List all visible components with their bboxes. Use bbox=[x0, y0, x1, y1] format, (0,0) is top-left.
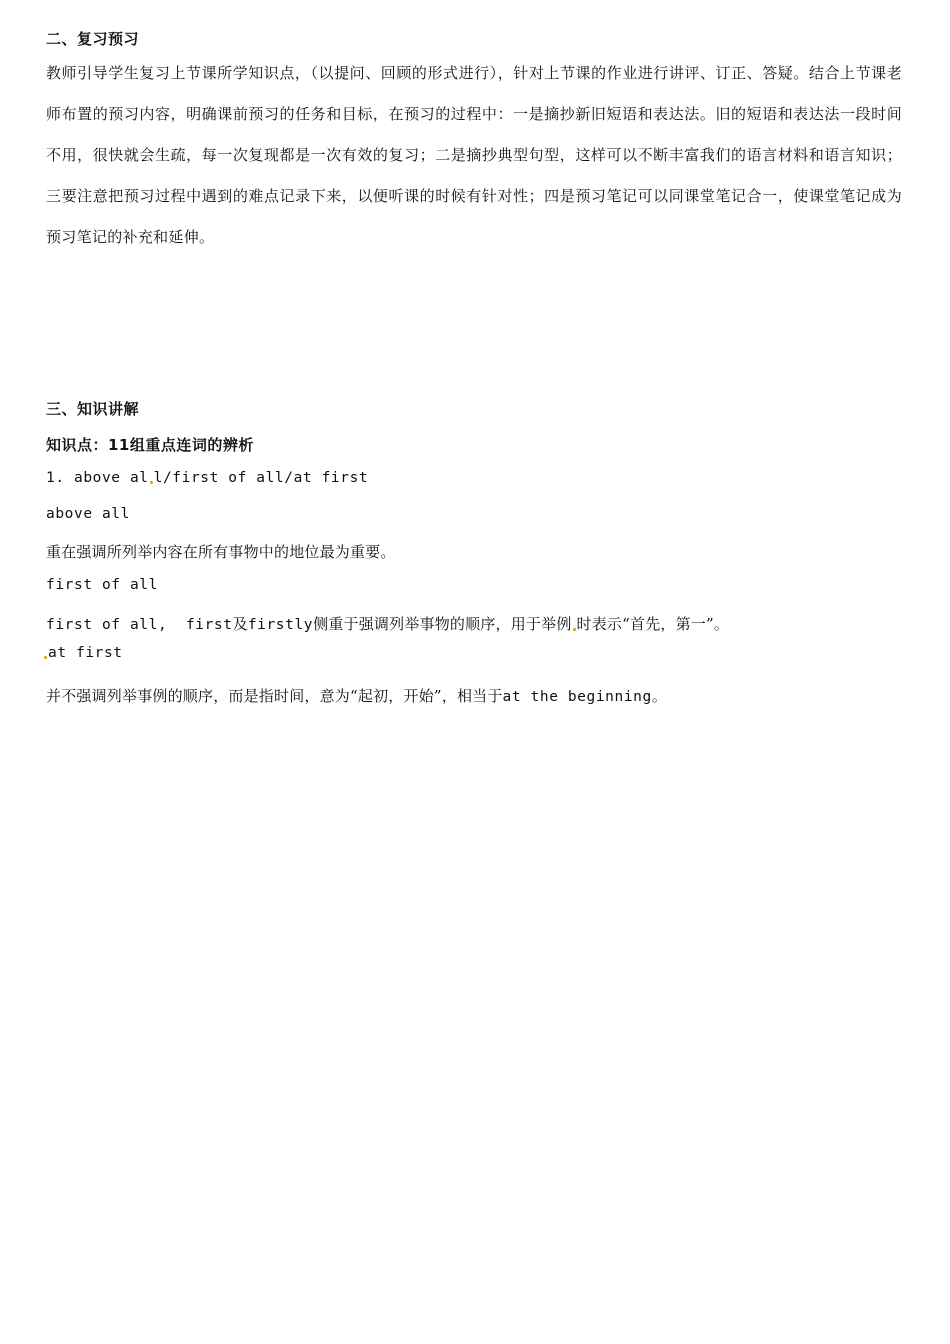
above-all-term: above all bbox=[46, 506, 130, 522]
above-all-explanation: 重在强调所列举内容在所有事物中的地位最为重要。 bbox=[46, 543, 396, 561]
item-1-title-part-b: l/first of all/at first bbox=[153, 470, 369, 486]
first-of-all-explanation-terms: first of all, first bbox=[46, 617, 233, 633]
section-2-heading: 二、复习预习 bbox=[46, 30, 140, 48]
at-first-term bbox=[46, 645, 123, 661]
section-3-heading: 三、知识讲解 bbox=[46, 400, 140, 418]
at-first-explanation-end: 。 bbox=[651, 687, 668, 705]
at-the-beginning-term: at the beginning bbox=[502, 689, 652, 705]
first-of-all-term: first of all bbox=[46, 577, 158, 593]
item-1-title bbox=[46, 470, 368, 486]
knowledge-point-subheading: 知识点：11组重点连词的辨析 bbox=[46, 436, 254, 454]
first-of-all-explanation-mid: 及 bbox=[232, 615, 248, 633]
revision-mark-icon bbox=[573, 628, 576, 631]
at-first-explanation-part-a: 并不强调列举事例的顺序，而是指时间，意为“起初，开始”，相当于 bbox=[46, 687, 503, 705]
item-1-title-part-a: 1. above al bbox=[46, 470, 149, 486]
first-of-all-explanation-rest-a: 侧重于强调列举事物的顺序，用于举例 bbox=[313, 615, 572, 633]
revision-mark-icon bbox=[150, 481, 153, 484]
at-first-explanation bbox=[46, 685, 667, 706]
at-first-term-text: at first bbox=[48, 645, 123, 661]
first-of-all-explanation bbox=[46, 613, 729, 634]
revision-mark-icon bbox=[44, 656, 47, 659]
first-of-all-explanation-rest-b: 时表示“首先，第一”。 bbox=[576, 615, 730, 633]
firstly-term: firstly bbox=[247, 617, 314, 633]
review-preview-paragraph: 教师引导学生复习上节课所学知识点，（以提问、回顾的形式进行），针对上节课的作业进行讲评、订正、答疑。结合上节课老师布置的预习内容，明确课前预习的任务和目标，在预习的过程中：一是摘抄新旧短语和表达法。旧的短语和表达法一段时间不用，很快就会生疏，每一次复现都是一次有效的复习；二是摘抄典型句型，这样可以不断丰富我们的语言材料和语言知识；三要注意把预习过程中遇到的难点记录下来，以便听课的时候有针对性；四是预习笔记可以同课堂笔记合一，使课堂笔记成为预习笔记的补充和延伸。 bbox=[46, 64, 902, 246]
